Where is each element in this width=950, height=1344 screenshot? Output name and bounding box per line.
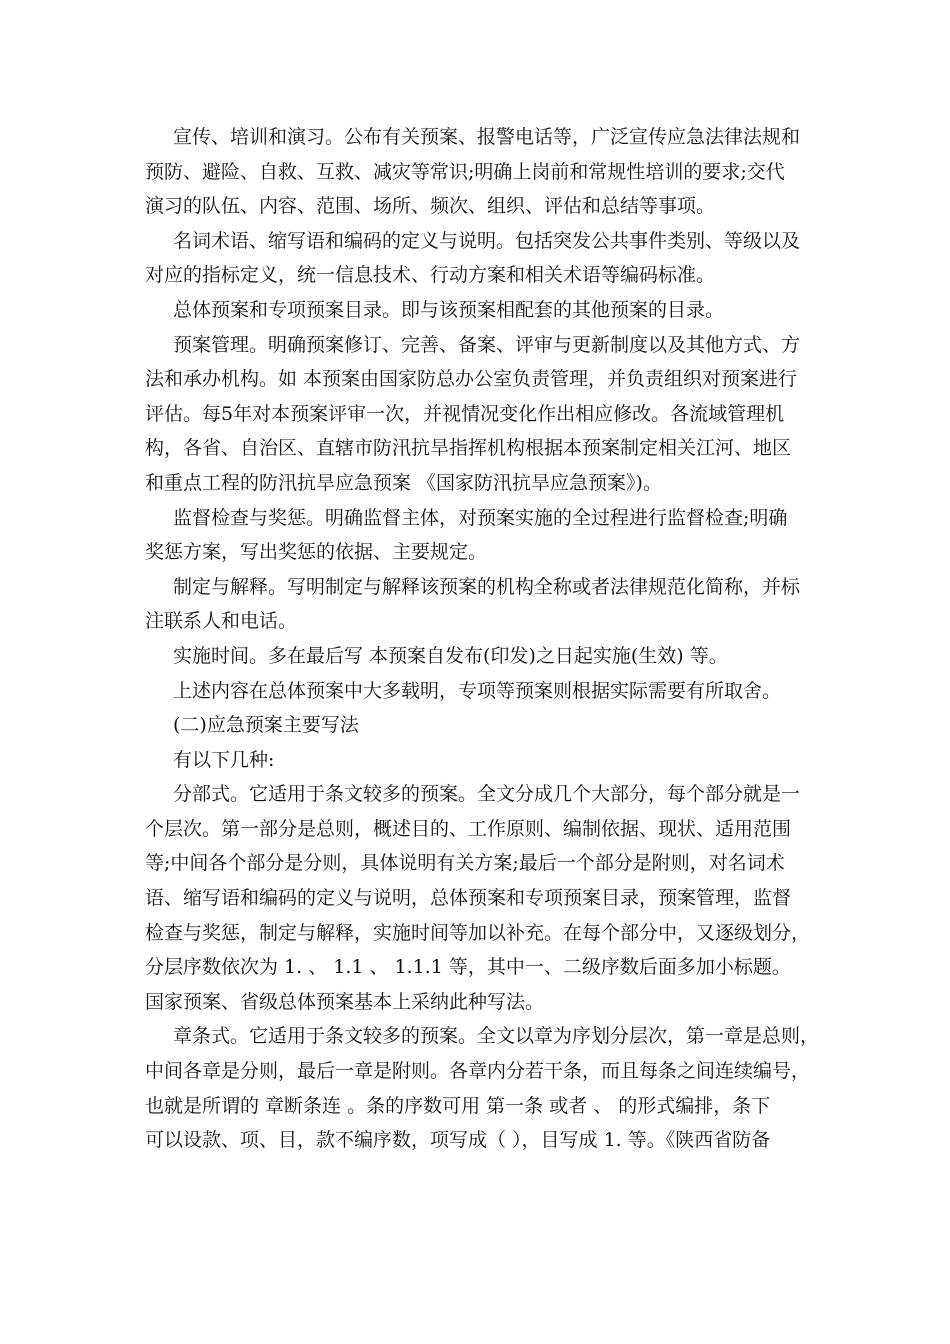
text-line: 和重点工程的防汛抗旱应急预案 《国家防汛抗旱应急预案》)。: [145, 471, 662, 494]
text-line: 分部式。它适用于条文较多的预案。全文分成几个大部分，每个部分就是一: [173, 783, 801, 806]
body-text: [145, 120, 825, 1158]
text-line: 也就是所谓的 章断条连 。条的序数可用 第一条 或者 、 的形式编排，条下: [145, 1094, 771, 1117]
paragraph: [145, 674, 825, 709]
text-line: 语、缩写语和编码的定义与说明，总体预案和专项预案目录，预案管理，监督: [145, 887, 792, 910]
text-line: 预防、避险、自救、互救、减灾等常识;明确上岗前和常规性培训的要求;交代: [145, 160, 785, 183]
text-line: 个层次。第一部分是总则，概述目的、工作原则、编制依据、现状、适用范围: [145, 817, 792, 840]
paragraph: [145, 328, 825, 501]
text-line: 分层序数依次为 1. 、 1.1 、 1.1.1 等，其中一、二级序数后面多加小标题。: [145, 956, 791, 979]
text-line: 实施时间。多在最后写 本预案自发布(印发)之日起实施(生效) 等。: [173, 644, 728, 667]
paragraph: [145, 570, 825, 639]
text-line: 国家预案、省级总体预案基本上采纳此种写法。: [145, 990, 545, 1013]
text-line: (二)应急预案主要写法: [173, 714, 359, 737]
text-line: 有以下几种:: [173, 748, 275, 771]
text-line: 宣传、培训和演习。公布有关预案、报警电话等，广泛宣传应急法律法规和: [173, 126, 801, 148]
text-line: 监督检查与奖惩。明确监督主体，对预案实施的全过程进行监督检查;明确: [173, 506, 788, 529]
paragraph: [145, 639, 825, 674]
text-line: 注联系人和电话。: [145, 610, 298, 633]
text-line: 总体预案和专项预案目录。即与该预案相配套的其他预案的目录。: [173, 298, 725, 321]
paragraph: [145, 120, 825, 224]
paragraph: [145, 743, 825, 778]
text-line: 可以设款、项、目，款不编序数，项写成（ ），目写成 1. 等。《陕西省防备: [145, 1129, 771, 1152]
paragraph: [145, 1019, 825, 1157]
text-line: 等;中间各个部分是分则，具体说明有关方案;最后一个部分是附则，对名词术: [145, 852, 785, 875]
text-line: 预案管理。明确预案修订、完善、备案、评审与更新制度以及其他方式、方: [173, 333, 801, 356]
text-line: 法和承办机构。如 本预案由国家防总办公室负责管理，并负责组织对预案进行: [145, 368, 798, 391]
paragraph: [145, 777, 825, 1019]
text-line: 中间各章是分则，最后一章是附则。各章内分若干条，而且每条之间连续编号，: [145, 1060, 811, 1083]
text-line: 上述内容在总体预案中大多载明，专项等预案则根据实际需要有所取舍。: [173, 679, 782, 702]
text-line: 评估。每5年对本预案评审一次，并视情况变化作出相应修改。各流域管理机: [145, 402, 785, 425]
text-line: 制定与解释。写明制定与解释该预案的机构全称或者法律规范化简称，并标: [173, 575, 801, 598]
text-line: 演习的队伍、内容、范围、场所、频次、组织、评估和总结等事项。: [145, 195, 716, 218]
paragraph: [145, 501, 825, 570]
text-line: 构，各省、自治区、直辖市防汛抗旱指挥机构根据本预案制定相关江河、地区: [145, 437, 792, 460]
paragraph: [145, 224, 825, 293]
text-line: 章条式。它适用于条文较多的预案。全文以章为序划分层次，第一章是总则，: [173, 1025, 820, 1048]
text-line: 对应的指标定义，统一信息技术、行动方案和相关术语等编码标准。: [145, 264, 716, 287]
paragraph: [145, 293, 825, 328]
text-line: 检查与奖惩，制定与解释，实施时间等加以补充。在每个部分中，又逐级划分，: [145, 921, 811, 944]
text-line: 名词术语、缩写语和编码的定义与说明。包括突发公共事件类别、等级以及: [173, 229, 801, 252]
text-line: 奖惩方案，写出奖惩的依据、主要规定。: [145, 541, 488, 564]
paragraph: [145, 708, 825, 743]
